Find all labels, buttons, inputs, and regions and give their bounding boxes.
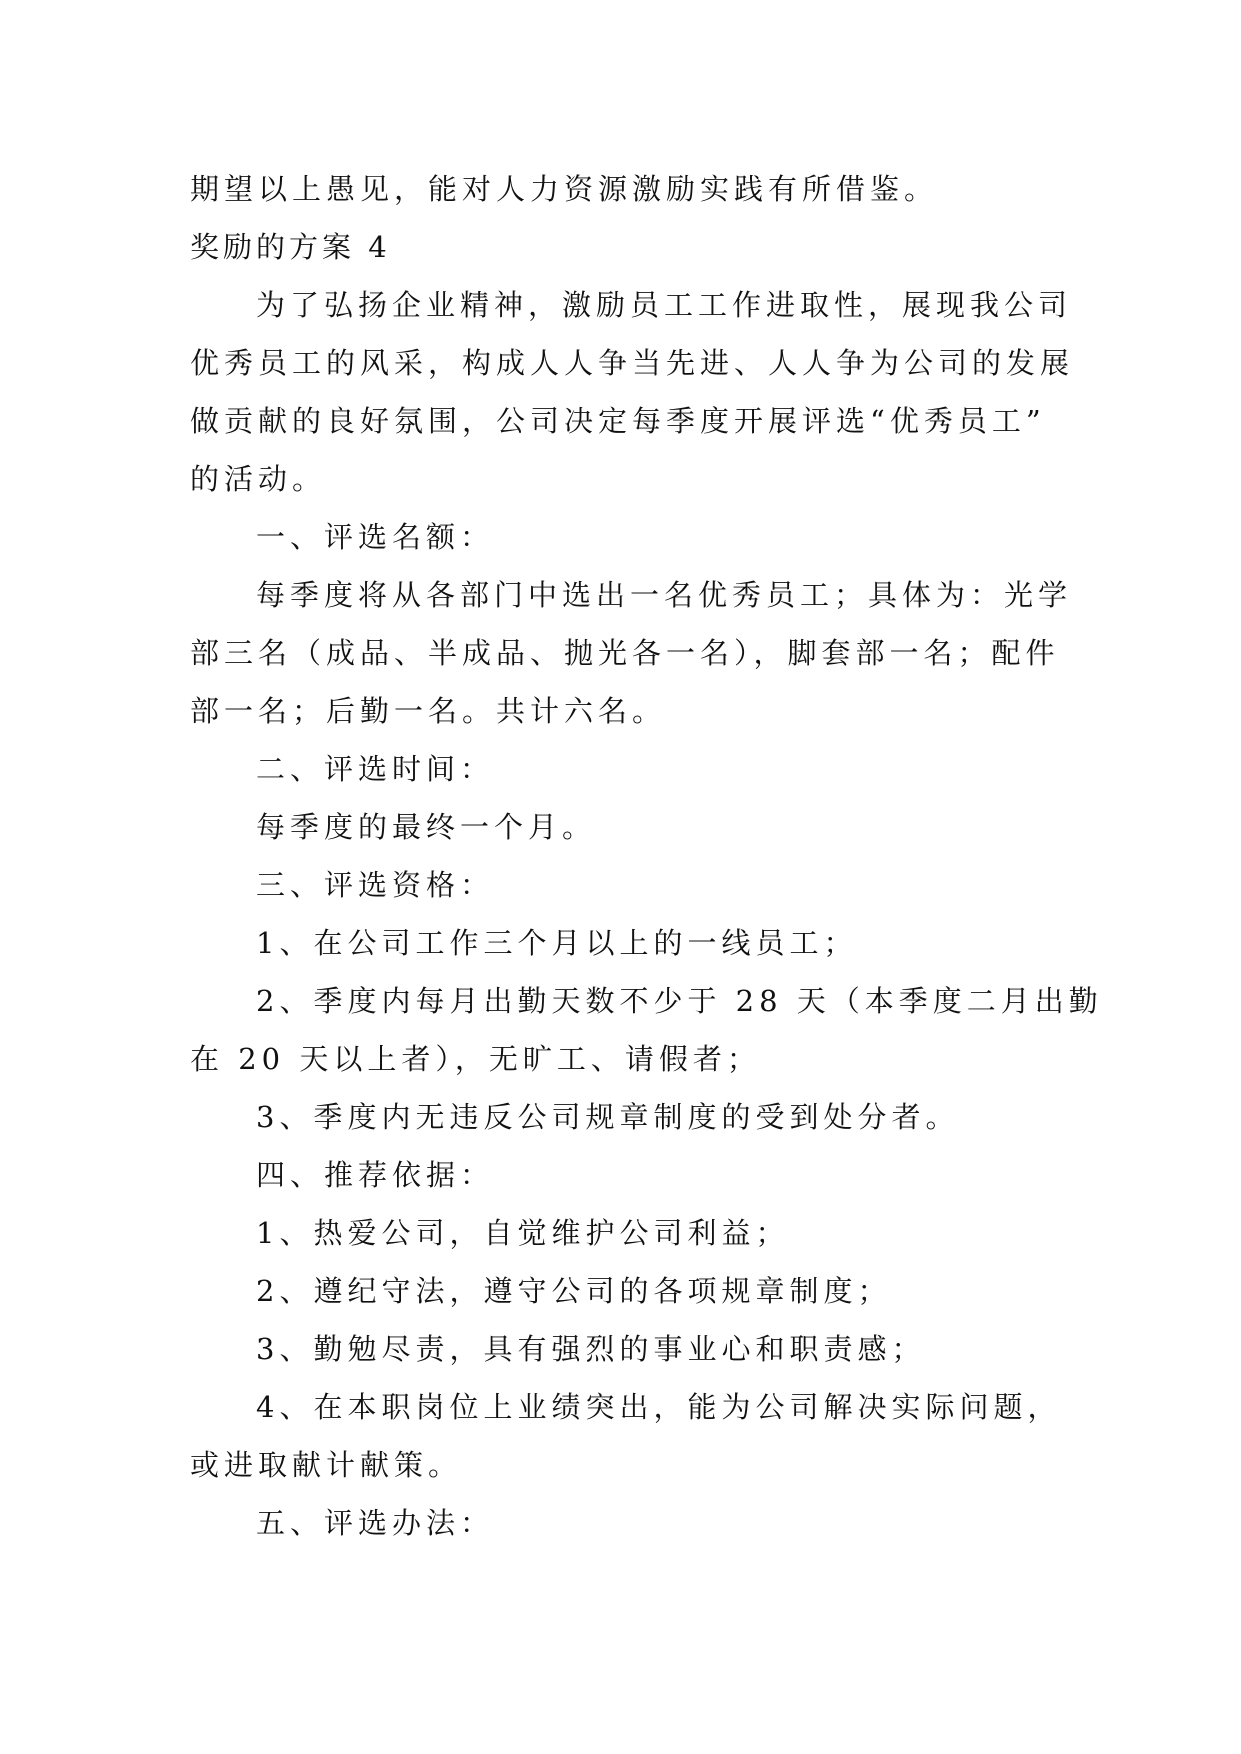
paragraph-line: 的活动。 — [190, 462, 327, 496]
subheading-qualification: 三、评选资格： — [256, 868, 495, 902]
list-item: 3、勤勉尽责，具有强烈的事业心和职责感； — [256, 1332, 926, 1366]
list-item-continuation: 或进取献计献策。 — [190, 1448, 463, 1482]
list-item-continuation: 在 20 天以上者），无旷工、请假者； — [190, 1042, 761, 1076]
list-item: 4、在本职岗位上业绩突出，能为公司解决实际问题， — [256, 1390, 1062, 1424]
subheading-criteria: 四、推荐依据： — [256, 1158, 495, 1192]
paragraph-line: 优秀员工的风采，构成人人争当先进、人人争为公司的发展 — [190, 346, 1075, 380]
document-body — [190, 160, 1103, 1552]
paragraph-line: 每季度的最终一个月。 — [256, 810, 597, 844]
subheading-quota: 一、评选名额： — [256, 520, 495, 554]
list-item: 2、遵纪守法，遵守公司的各项规章制度； — [256, 1274, 892, 1308]
subheading-method: 五、评选办法： — [256, 1506, 495, 1540]
paragraph-line: 做贡献的良好氛围，公司决定每季度开展评选“优秀员工” — [190, 404, 1046, 438]
list-item: 1、热爱公司，自觉维护公司利益； — [256, 1216, 790, 1250]
section-title: 奖励的方案 4 — [190, 230, 391, 264]
list-item: 2、季度内每月出勤天数不少于 28 天（本季度二月出勤 — [256, 984, 1103, 1018]
paragraph-line: 为了弘扬企业精神，激励员工工作进取性，展现我公司 — [256, 288, 1073, 322]
list-item: 1、在公司工作三个月以上的一线员工； — [256, 926, 858, 960]
text-line-closing-remark: 期望以上愚见，能对人力资源激励实践有所借鉴。 — [190, 172, 939, 206]
subheading-time: 二、评选时间： — [256, 752, 495, 786]
paragraph-line: 部一名；后勤一名。共计六名。 — [190, 694, 667, 728]
paragraph-line: 每季度将从各部门中选出一名优秀员工；具体为：光学 — [256, 578, 1073, 612]
list-item: 3、季度内无违反公司规章制度的受到处分者。 — [256, 1100, 960, 1134]
paragraph-line: 部三名（成品、半成品、抛光各一名），脚套部一名；配件 — [190, 636, 1060, 670]
